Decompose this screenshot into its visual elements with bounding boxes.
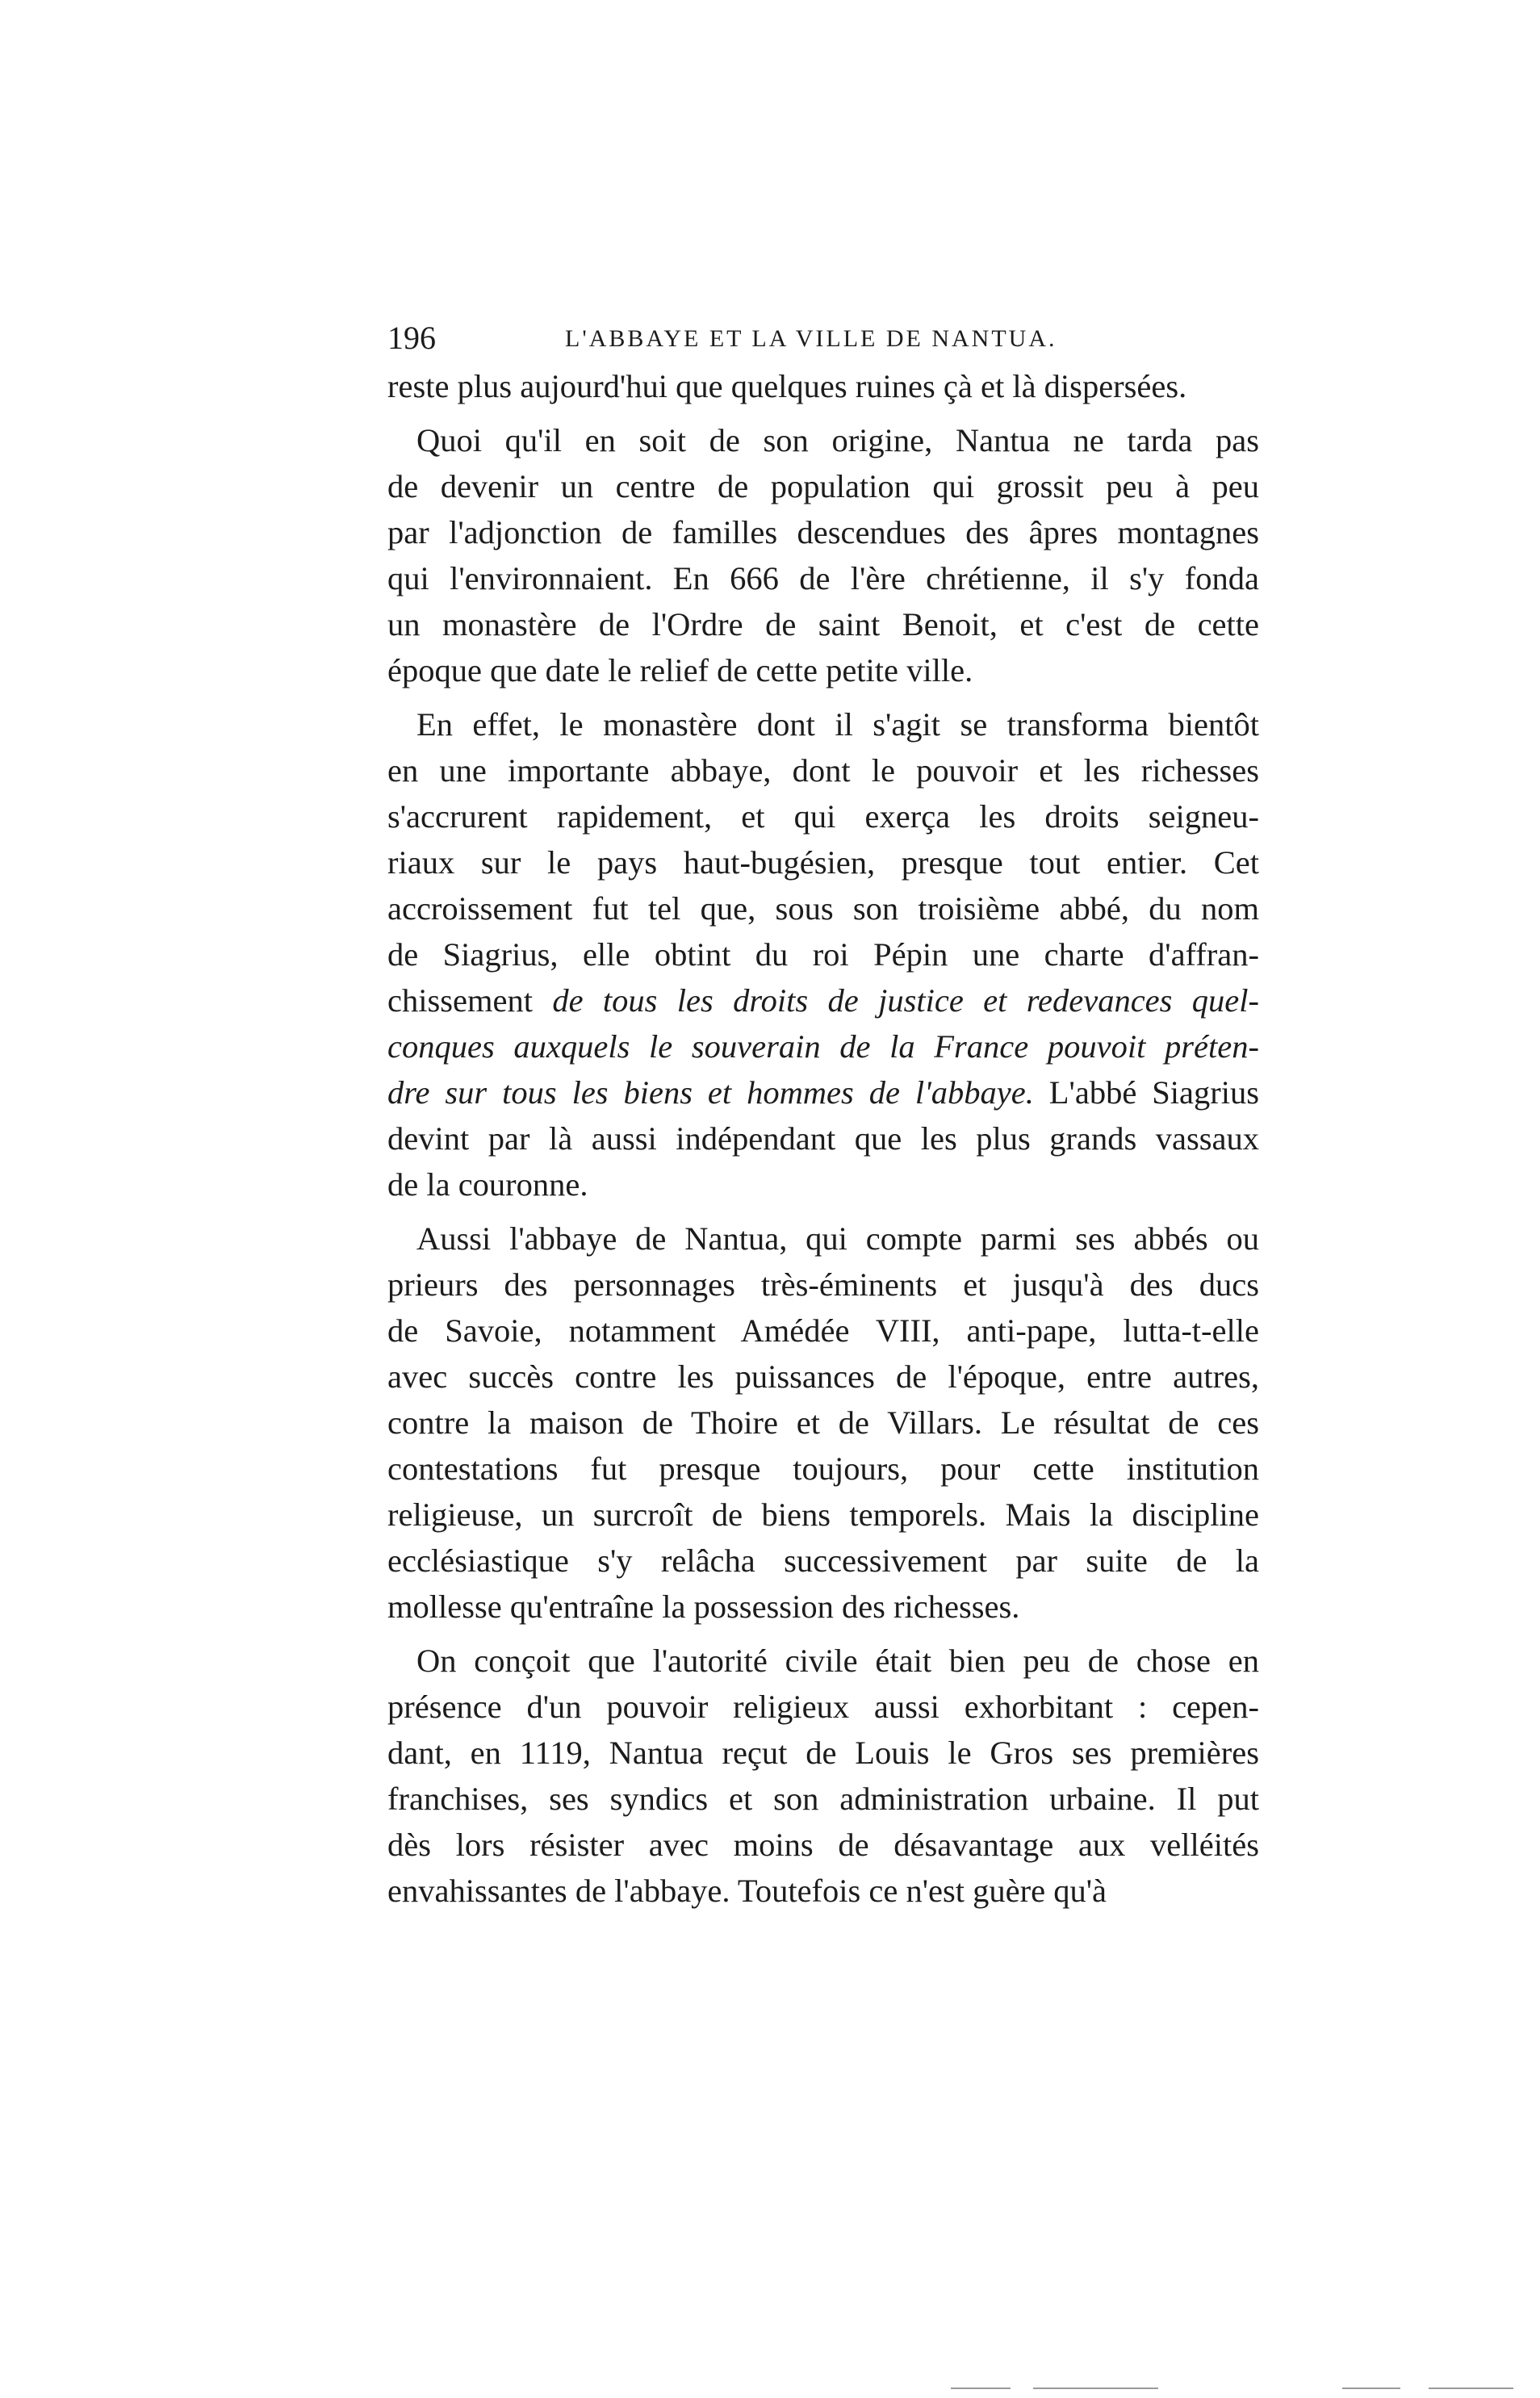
text-fragment: L'abbé Siagrius [1033,1074,1259,1111]
body-text [387,363,1259,1914]
text-fragment: franchises, ses syndics et son administration urbaine. Il put [387,1781,1259,1817]
text-line [387,1023,1259,1069]
text-line [387,647,1259,693]
text-fragment: envahissantes de l'abbaye. Toutefois ce n'est guère qu'à [387,1873,1107,1909]
paragraph-gap [387,1207,1259,1216]
text-fragment: On conçoit que l'autorité civile était bien peu de chose en [416,1643,1259,1679]
text-line [387,885,1259,931]
text-line [387,1069,1259,1115]
text-line [387,363,1259,409]
text-fragment: de Savoie, notamment Amédée VIII, anti-pape, lutta-t-elle [387,1312,1259,1349]
text-line [387,1868,1259,1914]
text-line [387,1161,1259,1207]
text-fragment: contre la maison de Thoire et de Villars. Le résultat de ces [387,1404,1259,1441]
text-fragment: de Siagrius, elle obtint du roi Pépin une charte d'affran- [387,936,1259,973]
italic-text: de tous les droits de justice et redevances quel- [552,982,1259,1019]
text-fragment: dant, en 1119, Nantua reçut de Louis le Gros ses premières [387,1735,1259,1771]
paragraph [387,1638,1259,1914]
text-fragment: mollesse qu'entraîne la possession des richesses. [387,1588,1020,1625]
text-fragment: présence d'un pouvoir religieux aussi exhorbitant : cepen- [387,1689,1259,1725]
text-line [387,1492,1259,1538]
text-line [387,555,1259,601]
text-fragment: dès lors résister avec moins de désavantage aux velléités [387,1827,1259,1863]
text-fragment: avec succès contre les puissances de l'époque, entre autres, [387,1358,1259,1395]
text-line [387,747,1259,793]
text-fragment: reste plus aujourd'hui que quelques ruines çà et là dispersées. [387,368,1187,404]
paragraph [387,701,1259,1207]
text-fragment: accroissement fut tel que, sous son troisième abbé, du nom [387,890,1259,927]
text-line [387,1730,1259,1776]
text-fragment: de la couronne. [387,1166,588,1203]
text-line [387,1216,1259,1262]
paragraph-gap [387,1630,1259,1638]
italic-text: conques auxquels le souverain de la France pouvoit préten- [387,1028,1259,1065]
text-line [387,1822,1259,1868]
text-line [387,1538,1259,1584]
text-fragment: Quoi qu'il en soit de son origine, Nantua ne tarda pas [416,422,1259,458]
text-line [387,977,1259,1023]
text-fragment: devint par là aussi indépendant que les plus grands vassaux [387,1120,1259,1157]
text-fragment: contestations fut presque toujours, pour cette institution [387,1450,1259,1487]
text-line [387,1308,1259,1354]
text-fragment: un monastère de l'Ordre de saint Benoit, et c'est de cette [387,606,1259,642]
text-fragment: religieuse, un surcroît de biens temporels. Mais la discipline [387,1496,1259,1533]
paragraph [387,417,1259,693]
paragraph [387,1216,1259,1630]
text-line [387,1584,1259,1630]
text-fragment: chissement [387,982,553,1019]
text-line [387,1115,1259,1161]
text-line [387,1776,1259,1822]
text-fragment: qui l'environnaient. En 666 de l'ère chrétienne, il s'y fonda [387,560,1259,596]
text-line [387,417,1259,463]
text-line [387,463,1259,509]
running-head [387,318,1259,358]
text-line [387,509,1259,555]
text-line [387,1262,1259,1308]
page-number: 196 [387,320,436,356]
text-line [387,839,1259,885]
text-fragment: En effet, le monastère dont il s'agit se transforma bientôt [416,706,1259,743]
paragraph-gap [387,409,1259,417]
text-fragment: Aussi l'abbaye de Nantua, qui compte parmi ses abbés ou [416,1220,1259,1257]
text-fragment: ecclésiastique s'y relâcha successivement par suite de la [387,1542,1259,1579]
footer-rule [1033,2388,1158,2389]
text-line [387,931,1259,977]
text-line [387,1354,1259,1400]
text-line [387,701,1259,747]
footer-rule [951,2388,1011,2389]
text-fragment: époque que date le relief de cette petite ville. [387,652,973,688]
running-title: L'ABBAYE ET LA VILLE DE NANTUA. [565,325,1057,352]
text-fragment: de devenir un centre de population qui grossit peu à peu [387,468,1259,504]
paragraph [387,363,1259,409]
text-line [387,793,1259,839]
paragraph-gap [387,693,1259,701]
footer-rule [1342,2388,1400,2389]
text-fragment: prieurs des personnages très-éminents et jusqu'à des ducs [387,1266,1259,1303]
text-fragment: s'accrurent rapidement, et qui exerça les droits seigneu- [387,798,1259,835]
text-fragment: par l'adjonction de familles descendues des âpres montagnes [387,514,1259,550]
italic-text: dre sur tous les biens et hommes de l'abbaye. [387,1074,1034,1111]
text-line [387,1400,1259,1446]
text-fragment: riaux sur le pays haut-bugésien, presque tout entier. Cet [387,844,1259,881]
text-line [387,1446,1259,1492]
footer-rule [1429,2388,1513,2389]
text-line [387,1684,1259,1730]
text-fragment: en une importante abbaye, dont le pouvoir et les richesses [387,752,1259,789]
text-line [387,601,1259,647]
text-line [387,1638,1259,1684]
